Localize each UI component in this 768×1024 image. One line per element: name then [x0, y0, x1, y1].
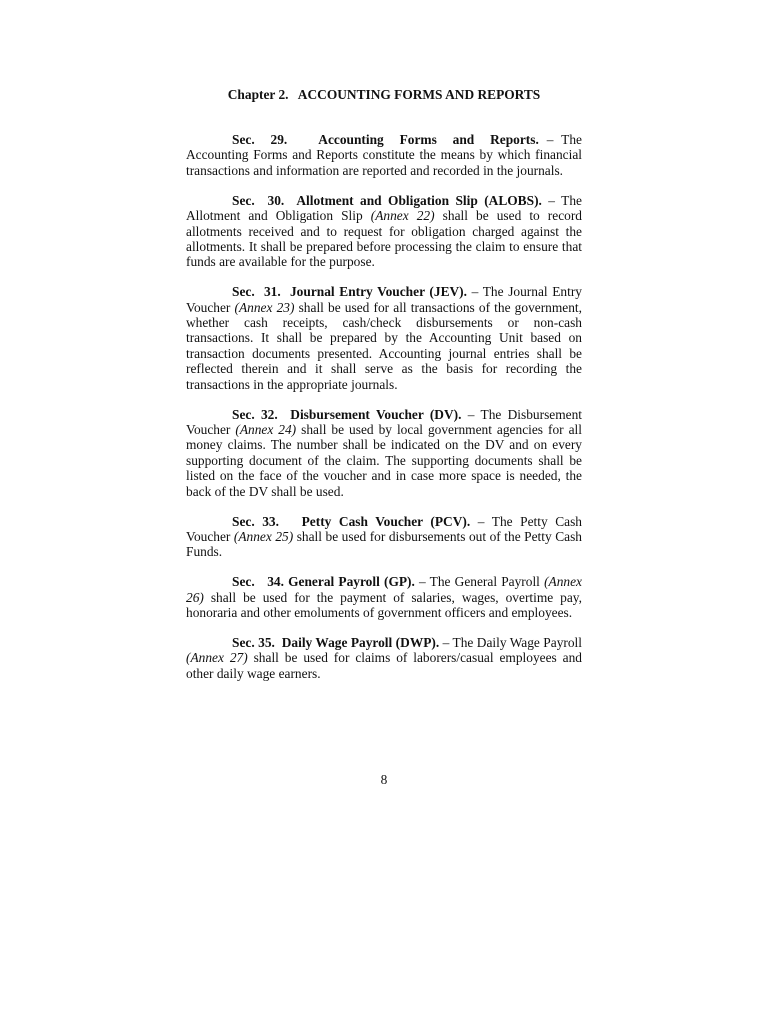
section-text: The Petty Cash Voucher	[186, 513, 582, 544]
section-text: The Allotment and Obligation Slip	[186, 192, 582, 224]
annex-reference: (Annex 25)	[233, 528, 294, 544]
section-dash: –	[461, 406, 481, 422]
chapter-title: Chapter 2. ACCOUNTING FORMS AND REPORTS	[227, 87, 541, 102]
section-text: shall be used for disbursements out of the Petty Cash Funds.	[186, 528, 582, 560]
section-text: The General Payroll	[429, 574, 545, 590]
section-heading: Sec. 31. Journal Entry Voucher (JEV).	[232, 284, 467, 300]
section-heading: Sec. 35. Daily Wage Payroll (DWP).	[232, 634, 440, 650]
section-heading: Sec. 29. Accounting Forms and Reports.	[232, 132, 539, 147]
section-text: shall be used to record allotments received and to request for obligation charged against the allotments. It shall be prepared before processing the claim to ensure that funds are available for the purpose.	[186, 208, 582, 270]
annex-reference: (Annex 23)	[234, 299, 295, 315]
section-text: The Disbursement Voucher	[186, 406, 583, 437]
section-dash: –	[470, 513, 492, 529]
section-32	[186, 407, 582, 499]
section-dash: –	[541, 192, 562, 208]
section-text: shall be used by local government agencies for all money claims. The number shall be indicated on the DV and on every supporting document of the claim. The supporting documents shall be listed on the face of the voucher and in case more space is needed, the back of the DV shall be used.	[186, 422, 582, 499]
section-dash: –	[414, 574, 430, 590]
section-29	[186, 132, 582, 178]
section-dash: –	[538, 132, 562, 147]
section-text: The Journal Entry Voucher	[186, 284, 583, 315]
section-heading: Sec. 32. Disbursement Voucher (DV).	[232, 406, 462, 422]
section-dash: –	[439, 634, 453, 650]
section-31	[186, 284, 582, 392]
section-heading: Sec. 34. General Payroll (GP).	[232, 574, 415, 590]
section-35	[186, 635, 582, 681]
section-heading: Sec. 30. Allotment and Obligation Slip (ALOBS).	[232, 192, 542, 208]
section-text: The Accounting Forms and Reports constitute the means by which financial transactions and information are reported and recorded in the journals.	[186, 132, 582, 178]
section-text: The Daily Wage Payroll	[452, 634, 582, 650]
section-text: shall be used for all transactions of the government, whether cash receipts, cash/check disbursements or non-cash transactions. It shall be prepared by the Accounting Unit based on transaction documents presented. Accounting journal entries shall be reflected therein and it shall serve as the basis for recording the transactions in the appropriate journals.	[186, 299, 582, 392]
section-dash: –	[466, 284, 483, 300]
annex-reference: (Annex 26)	[186, 574, 582, 605]
annex-reference: (Annex 24)	[235, 422, 297, 437]
page-number: 8	[380, 772, 388, 787]
section-heading: Sec. 33. Petty Cash Voucher (PCV).	[232, 513, 471, 529]
section-33	[186, 514, 582, 560]
document-page	[186, 86, 582, 696]
section-text: shall be used for the payment of salaries, wages, overtime pay, honoraria and other emoluments of government officers and employees.	[186, 589, 582, 621]
section-34	[186, 574, 582, 620]
section-30	[186, 193, 582, 270]
section-text: shall be used for claims of laborers/casual employees and other daily wage earners.	[186, 650, 582, 681]
annex-reference: (Annex 22)	[370, 208, 435, 224]
annex-reference: (Annex 27)	[186, 650, 248, 666]
